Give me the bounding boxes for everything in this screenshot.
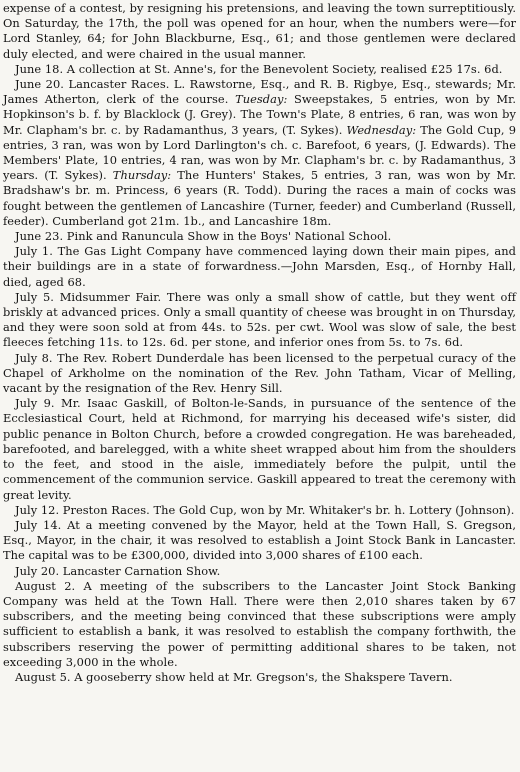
paragraph-p9 [3, 503, 516, 518]
paragraph-p7 [3, 351, 516, 397]
text-segment: August 5. A gooseberry show held at Mr. Gregson's, the Shakspere Tavern. [15, 669, 453, 684]
paragraph-p13 [3, 670, 516, 685]
italic-day-label: Wednesday: [346, 122, 417, 137]
text-segment: August 2. A meeting of the subscribers to the Lancaster Joint Stock Banking Company was held at the Town Hall. There were then 2,010 shares taken by 67 subscribers, and the meeting being convinced that these subscriptions were amply sufficient to establish a bank, it was resolved to establish the company forthwith, the subscribers reserving the power of permitting additional shares to be taken, not exceeding 3,000 in the whole. [3, 578, 516, 669]
text-segment: July 12. Preston Races. The Gold Cup, won by Mr. Whitaker's br. h. Lottery (Johnson). [15, 502, 515, 517]
text-segment: July 14. At a meeting convened by the Mayor, held at the Town Hall, S. Gregson, Esq., Mayor, in the chair, it was resolved to establish a Joint Stock Bank in Lancaster. The capital was to be £300,000, divided into 3,000 shares of £100 each. [3, 517, 516, 563]
document-text-body [3, 1, 516, 685]
paragraph-p8 [3, 396, 516, 502]
text-segment: June 20. Lancaster Races. L. Rawstorne, Esq., and R. B. Rigbye, Esq., stewards; Mr. James Atherton, clerk of the course. [3, 77, 516, 107]
text-segment: July 9. Mr. Isaac Gaskill, of Bolton-le-Sands, in pursuance of the sentence of the Ecclesiastical Court, held at Richmond, for marrying his deceased wife's sister, did public penance in Bolton Church, before a crowded congregation. He was bareheaded, barefooted, and barelegged, with a white sheet wrapped about him from the shoulders to the feet, and stood in the aisle, immediately before the pulpit, until the commencement of the communion service. Gaskill appeared to treat the ceremony with great levity. [3, 396, 516, 502]
text-segment: Sweepstakes, 5 entries, won by Mr. Hopkinson's b. f. by Blacklock (J. Grey). The Town's Plate, 8 entries, 6 ran, was won by Mr. Clapham's br. c. by Radamanthus, 3 years, (T. Sykes). [3, 92, 516, 137]
paragraph-p12 [3, 579, 516, 670]
text-segment: June 18. A collection at St. Anne's, for the Benevolent Society, realised £25 17s. 6d. [15, 61, 503, 76]
text-segment: July 20. Lancaster Carnation Show. [15, 563, 221, 578]
paragraph-p10 [3, 518, 516, 564]
paragraph-p11 [3, 564, 516, 579]
paragraph-p1 [3, 1, 516, 62]
text-segment: July 8. The Rev. Robert Dunderdale has been licensed to the perpetual curacy of the Chapel of Arkholme on the nomination of the Rev. John Tatham, Vicar of Melling, vacant by the resignation of the Rev. Henry Sill. [3, 350, 516, 396]
text-segment: July 1. The Gas Light Company have commenced laying down their main pipes, and their buildings are in a state of forwardness.—John Marsden, Esq., of Hornby Hall, died, aged 68. [3, 244, 516, 289]
paragraph-p6 [3, 290, 516, 351]
text-segment: July 5. Midsummer Fair. There was only a small show of cattle, but they went off briskly at advanced prices. Only a small quantity of cheese was brought in on Thursday, and they were soon sold at from 44s. to 52s. per cwt. Wool was slow of sale, the best fleeces fetching 11s. to 12s. 6d. per stone, and inferior ones from 5s. to 7s. 6d. [3, 289, 516, 350]
paragraph-p3 [3, 77, 516, 229]
text-segment: June 23. Pink and Ranunculа Show in the Boys' National School. [15, 229, 392, 244]
italic-day-label: Tuesday: [235, 92, 288, 107]
text-segment: expense of a contest, by resigning his pretensions, and leaving the town surreptitiously. On Saturday, the 17th, the poll was opened for an hour, when the numbers were—for Lord Stanley, 64; for John Blackburne, Esq., 61; and those gentlemen were declared duly elected, and were chaired in the usual manner. [3, 1, 516, 61]
paragraph-p5 [3, 244, 516, 290]
text-segment: The Gold Cup, 9 entries, 3 ran, was won by Lord Darlington's ch. c. Barefoot, 6 years, (J. Edwards). The Members' Plate, 10 entries, 4 ran, was won by Mr. Clapham's br. c. by Radamanthus, 3 years. (T. Sykes). [3, 122, 516, 183]
italic-day-label: Thursday: [112, 168, 172, 183]
text-segment: The Hunters' Stakes, 5 entries, 3 ran, was won by Mr. Bradshaw's br. m. Princess, 6 years (R. Todd). During the races a main of cocks was fought between the gentlemen of Lancashire (Turner, feeder) and Cumberland (Russell, feeder). Cumberland got 21m. 1b., and Lancashire 18m. [3, 168, 517, 228]
paragraph-p4 [3, 229, 516, 244]
paragraph-p2 [3, 62, 516, 77]
